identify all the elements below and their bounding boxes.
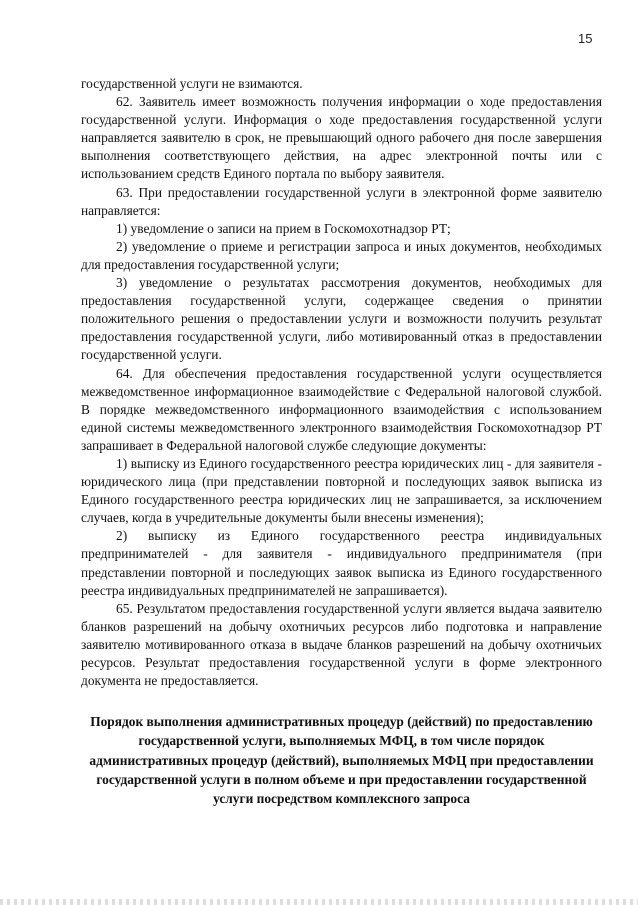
list-item-63-1: 1) уведомление о записи на прием в Госкомохотнадзор РТ; xyxy=(116,220,451,236)
page-number: 15 xyxy=(578,31,593,46)
list-item-64-1: 1) выписку из Единого государственного реестра юридических лиц - для заявителя - юридического лица (при представлении повторной и последующих заявок выписка из Единого государственного реестра юридических лиц не запрашивается, за исключением случаев, когда в учредительные документы были внесены изменения); xyxy=(81,455,602,526)
paragraph-62: 62. Заявитель имеет возможность получения информации о ходе предоставления государственной услуги. Информация о ходе предоставления государственной услуги направляется заявителю в срок, не превышающий одного рабочего дня после завершения выполнения соответствующего действия, на адрес электронной почты или с использованием средств Единого портала по выбору заявителя. xyxy=(81,94,602,182)
paragraph-65: 65. Результатом предоставления государственной услуги является выдача заявителю бланков разрешений на добычу охотничьих ресурсов либо подготовка и направление заявителю мотивированного отказа в выдаче бланков разрешений на добычу охотничьих ресурсов. Результат предоставления государственной услуги в форме электронного документа не предоставляется. xyxy=(81,600,602,689)
list-item-64-2: 2) выписку из Единого государственного реестра индивидуальных предпринимателей - для заявителя - индивидуального предпринимателя (при представлении повторной и последующих заявок выписка из Единого государственного реестра индивидуальных предпринимателей не запрашивается). xyxy=(81,528,602,598)
scan-edge-artifact xyxy=(0,899,638,905)
paragraph-64: 64. Для обеспечения предоставления государственной услуги осуществляется межведомственное информационное взаимодействие с Федеральной налоговой службой. В порядке межведомственного информационного взаимодействия с использованием единой системы межведомственного электронного взаимодействия Госкомохотнадзор РТ запрашивает в Федеральной налоговой службе следующие документы: xyxy=(81,365,602,453)
paragraph-fee-continuation: государственной услуги не взимаются. xyxy=(81,76,303,91)
list-item-63-2: 2) уведомление о приеме и регистрации запроса и иных документов, необходимых для предоставления государственной услуги; xyxy=(81,238,602,272)
section-heading: Порядок выполнения административных процедур (действий) по предоставлению государственной услуги, выполняемых МФЦ, в том числе порядок административных процедур (действий), выполняемых МФЦ при предоставлении государственной услуги в полном объеме и при предоставлении государственной услуги посредством комплексного запроса xyxy=(89,714,594,806)
document-body xyxy=(81,75,602,808)
paragraph-63: 63. При предоставлении государственной услуги в электронной форме заявителю направляется: xyxy=(81,184,602,218)
list-item-63-3: 3) уведомление о результатах рассмотрения документов, необходимых для предоставления государственной услуги, содержащее сведения о принятии положительного решения о предоставлении услуги и возможности получить результат предоставления государственной услуги, либо мотивированный отказ в предоставлении государственной услуги. xyxy=(81,275,602,363)
